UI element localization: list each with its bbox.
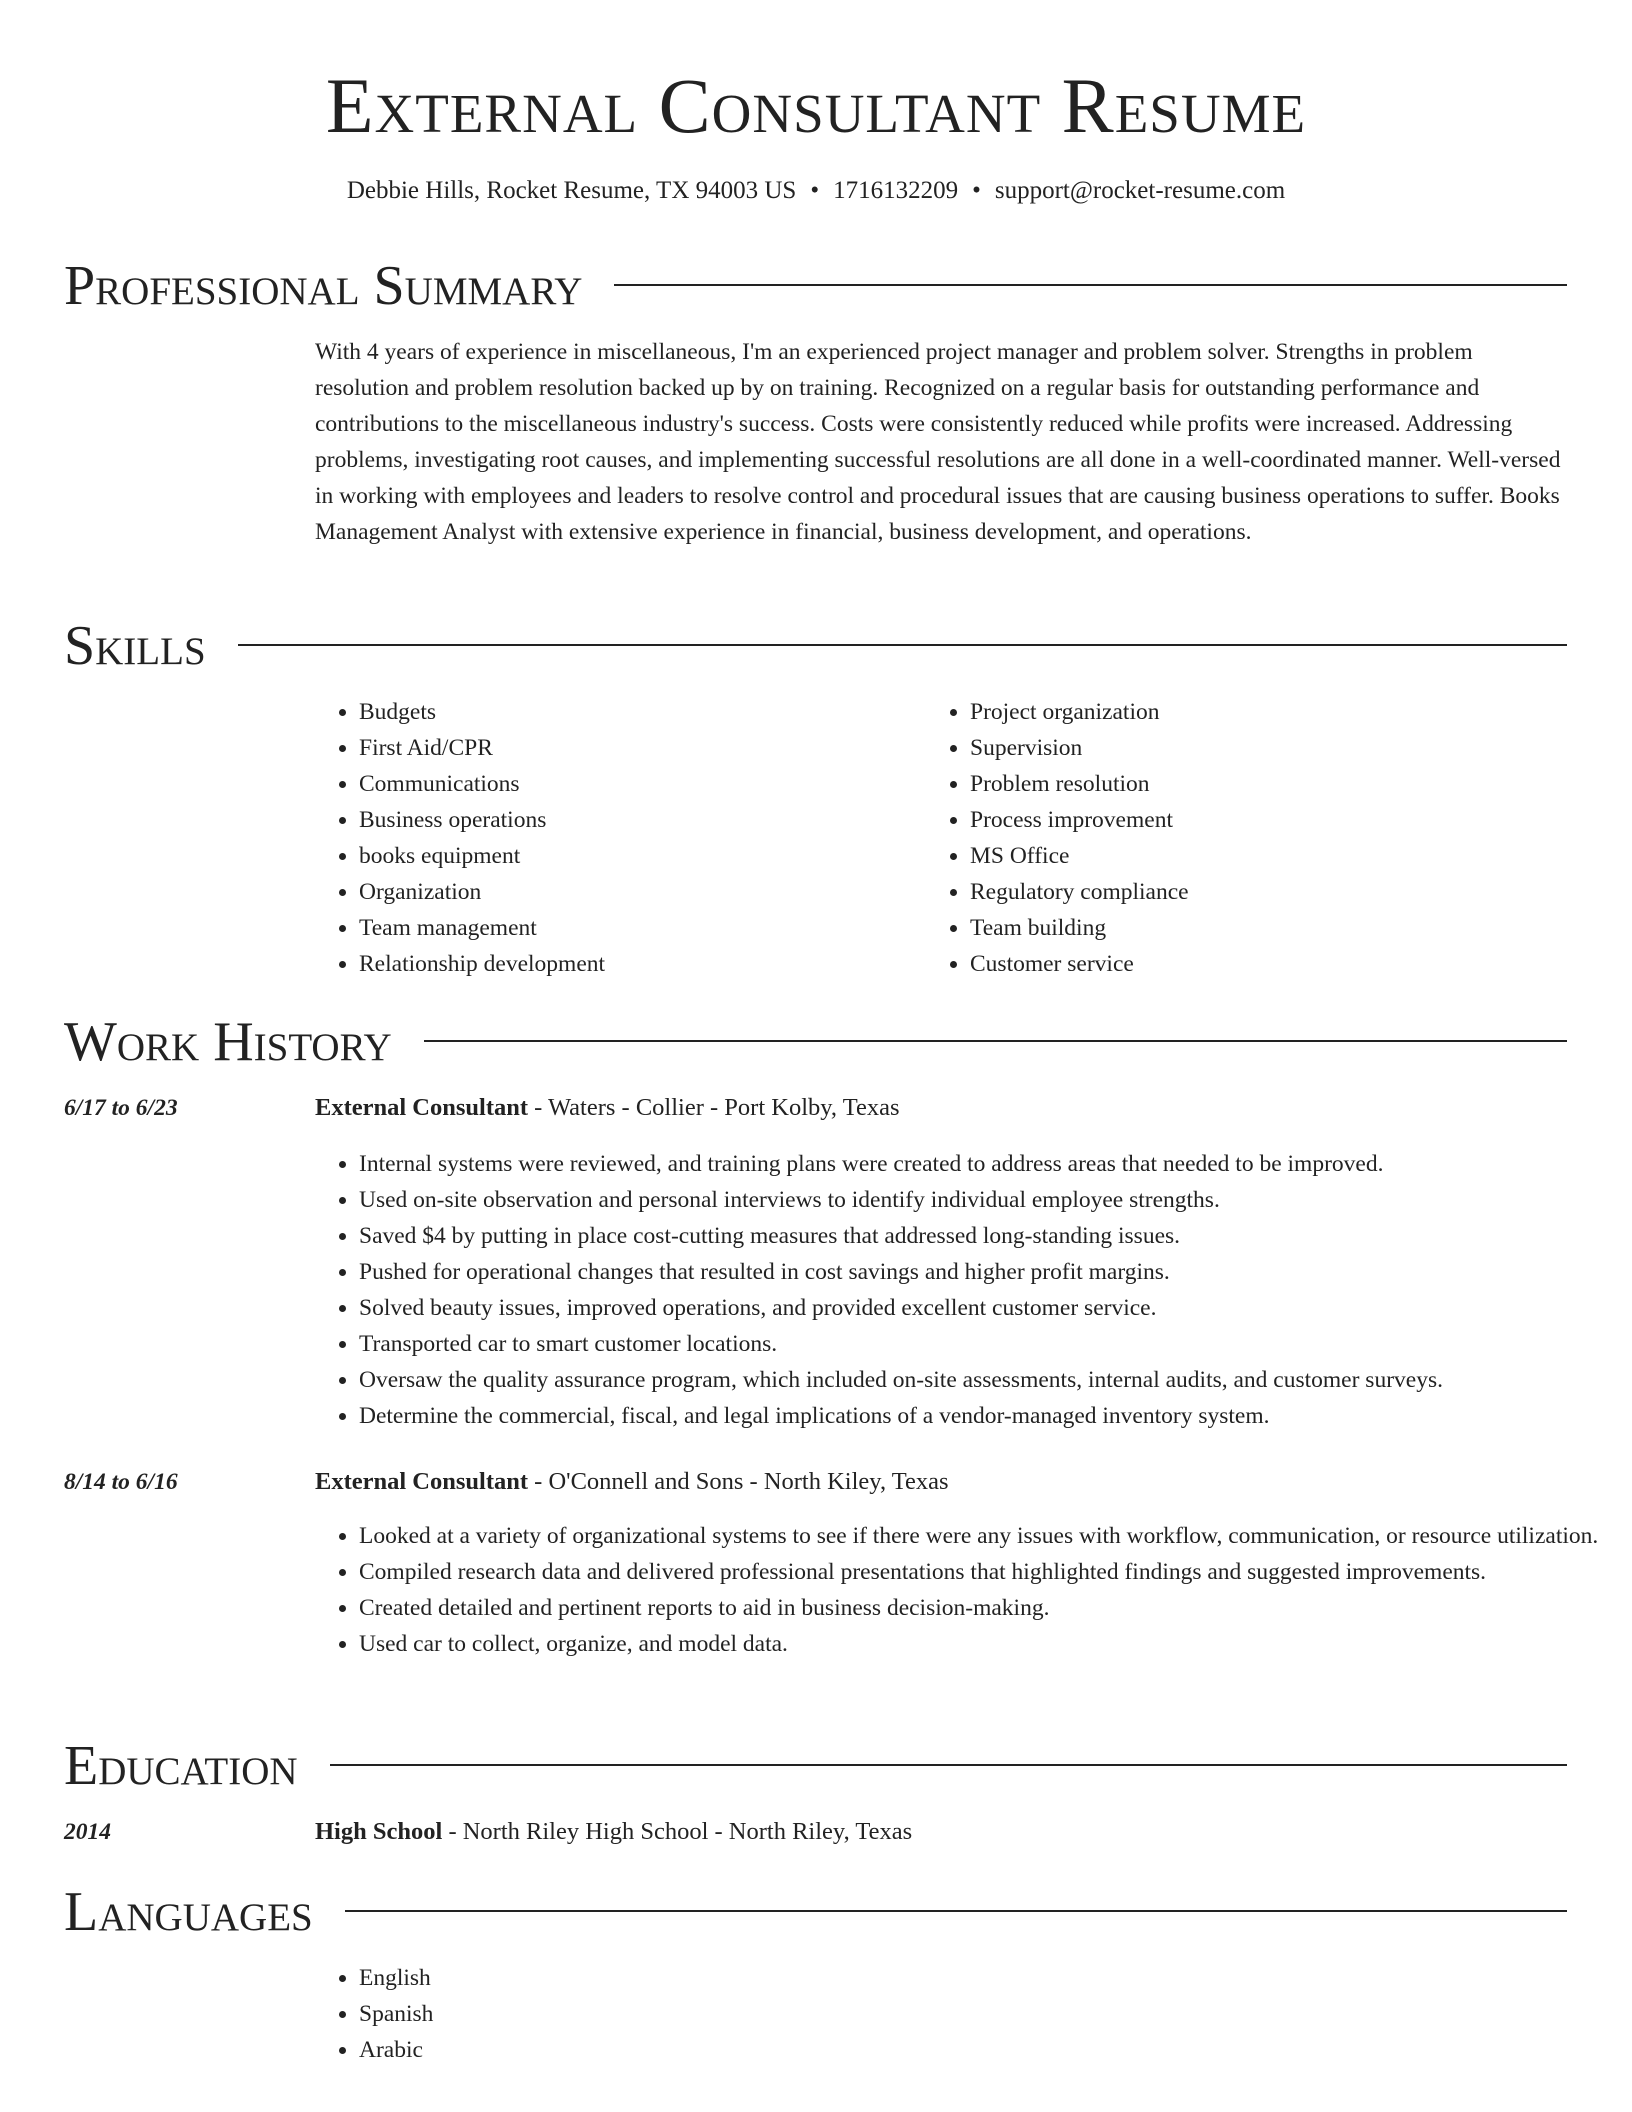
- job-bullet: • Determine the commercial, fiscal, and legal implications of a vendor-managed inventory system.: [359, 1398, 1611, 1434]
- work-heading: Work History: [64, 1011, 392, 1073]
- skill-item: • Project organization: [970, 694, 1570, 730]
- resume-title: External Consultant Resume: [325, 62, 1307, 149]
- job-bullets: [315, 1518, 1611, 1662]
- skill-item: • Relationship development: [359, 946, 919, 982]
- job-bullets: [315, 1146, 1611, 1434]
- job-title: External Consultant: [315, 1468, 529, 1495]
- summary-text: With 4 years of experience in miscellaneous, I'm an experienced project manager and problem solver. Strengths in problem resolution and problem resolution backed up by on training. Recognized on a regular basis for outstanding performance and contributions to the miscellaneous industry's success. Costs were consistently reduced while profits were increased. Addressing problems, investigating root causes, and implementing successful resolutions are all done in a well-coordinated manner. Well-versed in working with employees and leaders to resolve control and procedural issues that are causing business operations to suffer. Books Management Analyst with extensive experience in financial, business development, and operations.: [315, 339, 1561, 545]
- education-details: - North Riley High School - North Riley, Texas: [442, 1818, 913, 1845]
- skills-list-left: [315, 694, 919, 982]
- skill-item: • Problem resolution: [970, 766, 1570, 802]
- job-details: - Waters - Collier - Port Kolby, Texas: [528, 1094, 900, 1121]
- job-bullet: • Pushed for operational changes that resulted in cost savings and higher profit margins.: [359, 1254, 1611, 1290]
- skills-list-right: [926, 694, 1570, 982]
- skill-item: • Customer service: [970, 946, 1570, 982]
- summary-section-header: [64, 256, 1567, 316]
- skill-item: • MS Office: [970, 838, 1570, 874]
- skill-item: • Process improvement: [970, 802, 1570, 838]
- languages-list: [315, 1960, 959, 2068]
- job-bullet: • Looked at a variety of organizational systems to see if there were any issues with workflow, communication, or resource utilization.: [359, 1518, 1611, 1554]
- skill-item: • Team management: [359, 910, 919, 946]
- contact-email: support@rocket-resume.com: [994, 177, 1286, 204]
- work-section-header: [64, 1012, 1567, 1072]
- education-degree: High School: [315, 1818, 443, 1845]
- language-item: • Spanish: [359, 1996, 959, 2032]
- job-dates: 8/14 to 6/16: [64, 1469, 178, 1495]
- job-bullet: • Internal systems were reviewed, and training plans were created to address areas that needed to be improved.: [359, 1146, 1611, 1182]
- job-bullet: • Saved $4 by putting in place cost-cutting measures that addressed long-standing issues.: [359, 1218, 1611, 1254]
- language-item: • English: [359, 1960, 959, 1996]
- job-details: - O'Connell and Sons - North Kiley, Texas: [528, 1468, 949, 1495]
- section-divider: [238, 644, 1567, 646]
- education-year: 2014: [64, 1819, 111, 1845]
- job-bullet: • Used on-site observation and personal interviews to identify individual employee strengths.: [359, 1182, 1611, 1218]
- section-divider: [345, 1910, 1567, 1912]
- skill-item: • Regulatory compliance: [970, 874, 1570, 910]
- job-heading: [315, 1090, 900, 1126]
- section-divider: [614, 284, 1567, 286]
- skill-item: • First Aid/CPR: [359, 730, 919, 766]
- job-bullet: • Compiled research data and delivered professional presentations that highlighted findings and suggested improvements.: [359, 1554, 1611, 1590]
- contact-separator: •: [810, 177, 820, 204]
- skill-item: • Team building: [970, 910, 1570, 946]
- section-divider: [330, 1764, 1567, 1766]
- education-heading: Education: [64, 1735, 298, 1797]
- skills-section-header: [64, 616, 1567, 676]
- job-heading: [315, 1464, 949, 1500]
- contact-line: [0, 174, 1632, 208]
- education-entry: [315, 1814, 912, 1850]
- contact-phone: 1716132209: [833, 177, 959, 204]
- job-title: External Consultant: [315, 1094, 529, 1121]
- languages-heading: Languages: [64, 1881, 313, 1943]
- job-bullet: • Transported car to smart customer locations.: [359, 1326, 1611, 1362]
- job-bullet: • Oversaw the quality assurance program, which included on-site assessments, internal audits, and customer surveys.: [359, 1362, 1611, 1398]
- skill-item: • Organization: [359, 874, 919, 910]
- summary-heading: Professional Summary: [64, 255, 583, 317]
- contact-address: Debbie Hills, Rocket Resume, TX 94003 US: [346, 177, 797, 204]
- skill-item: • Communications: [359, 766, 919, 802]
- education-section-header: [64, 1736, 1567, 1796]
- section-divider: [424, 1040, 1567, 1042]
- job-bullet: • Created detailed and pertinent reports to aid in business decision-making.: [359, 1590, 1611, 1626]
- skill-item: • Business operations: [359, 802, 919, 838]
- job-bullet: • Used car to collect, organize, and model data.: [359, 1626, 1611, 1662]
- job-bullet: • Solved beauty issues, improved operations, and provided excellent customer service.: [359, 1290, 1611, 1326]
- skills-heading: Skills: [64, 615, 206, 677]
- skill-item: • Supervision: [970, 730, 1570, 766]
- job-dates: 6/17 to 6/23: [64, 1095, 178, 1121]
- language-item: • Arabic: [359, 2032, 959, 2068]
- skill-item: • books equipment: [359, 838, 919, 874]
- languages-section-header: [64, 1882, 1567, 1942]
- contact-separator: •: [972, 177, 981, 204]
- skill-item: • Budgets: [359, 694, 919, 730]
